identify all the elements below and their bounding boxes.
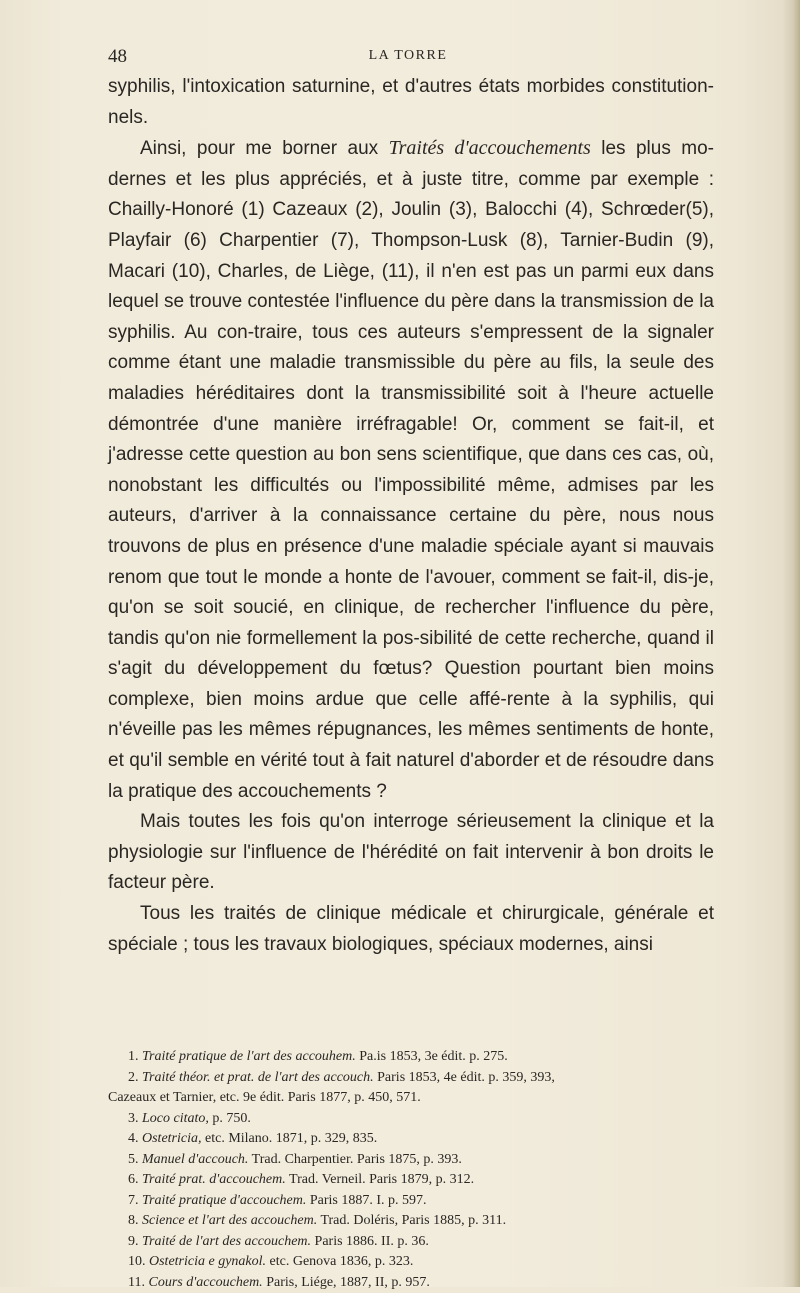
footnote-8 xyxy=(108,1211,714,1232)
footnotes xyxy=(108,1047,714,1293)
footnote-title: Traité théor. et prat. de l'art des accouch. xyxy=(142,1070,374,1085)
footnote-title: Manuel d'accouch. xyxy=(142,1152,248,1167)
footnote-number: 11. xyxy=(128,1275,145,1290)
paragraph-1: syphilis, l'intoxication saturnine, et d'autres états morbides constitution-nels. xyxy=(108,72,714,133)
footnote-10 xyxy=(108,1252,714,1273)
footnote-number: 8. xyxy=(128,1213,139,1228)
footnote-details: Paris 1887. I. p. 597. xyxy=(306,1193,426,1208)
footnote-7 xyxy=(108,1191,714,1212)
footnote-title: Ostetricia e gynakol. xyxy=(149,1254,266,1269)
footnote-details: Paris 1886. II. p. 36. xyxy=(311,1234,429,1249)
footnote-number: 1. xyxy=(128,1049,139,1064)
paragraph-2-italic-title: Traités d'accouchements xyxy=(389,137,591,159)
footnote-4 xyxy=(108,1129,714,1150)
footnote-title: Cours d'accouchem. xyxy=(148,1275,262,1290)
footnote-6 xyxy=(108,1170,714,1191)
footnote-title: Traité pratique d'accouchem. xyxy=(142,1193,306,1208)
page-number: 48 xyxy=(108,46,127,68)
paragraph-2-rest: les plus mo-dernes et les plus appréciés, et à juste titre, comme par exemple : Chailly-Honoré (1) Cazeaux (2), Joulin (3), Balocchi (4), Schrœder(5), Playfair (6) Charpentier (7), Thompson-Lusk (8), Tarnier-Budin (9), Macari (10), Charles, de Liège, (11), il n'en est pas un parmi eux dans lequel se trouve contestée l'influence du père dans la transmission de la syphilis. Au con-traire, tous ces auteurs s'empressent de la signaler comme étant une maladie transmissible du père au fils, la seule des maladies héréditaires dont la transmissibilité soit à l'heure actuelle démontrée d'une manière irréfragable! Or, comment se fait-il, et j'adresse cette question au bon sens scientifique, que dans ces cas, où, nonobstant les difficultés ou l'impossibilité même, admises par les auteurs, d'arriver à la connaissance certaine du père, nous nous trouvons de plus en présence d'une maladie spéciale ayant si mauvais renom que tout le monde a honte de l'avouer, comment se fait-il, dis-je, qu'on se soit soucié, en clinique, de rechercher l'influence du père, tandis qu'on nie formellement la pos-sibilité de cette recherche, quand il s'agit du développement du fœtus? Question pourtant bien moins complexe, bien moins ardue que celle affé-rente à la syphilis, qui n'éveille pas les mêmes répugnances, les mêmes sentiments de honte, et qu'il semble en vérité tout à fait naturel d'aborder et de résoudre dans la pratique des accouchements ? xyxy=(108,138,714,801)
main-text xyxy=(108,72,714,960)
footnote-details: etc. Genova 1836, p. 323. xyxy=(266,1254,413,1269)
footnote-number: 7. xyxy=(128,1193,139,1208)
footnote-2 xyxy=(108,1068,714,1109)
footnote-number: 3. xyxy=(128,1111,139,1126)
footnote-details: Trad. Verneil. Paris 1879, p. 312. xyxy=(286,1172,474,1187)
footnote-title: Traité prat. d'accouchem. xyxy=(142,1172,286,1187)
footnote-details: p. 750. xyxy=(209,1111,251,1126)
footnote-details: Pa.is 1853, 3e édit. p. 275. xyxy=(356,1049,508,1064)
footnote-continuation: Cazeaux et Tarnier, etc. 9e édit. Paris 1877, p. 450, 571. xyxy=(108,1088,714,1109)
page-edge-shadow xyxy=(782,0,800,1287)
footnote-title: Loco citato, xyxy=(142,1111,209,1126)
footnote-title: Traité pratique de l'art des accouhem. xyxy=(142,1049,356,1064)
running-title: LA TORRE xyxy=(108,48,708,64)
footnote-title: Traité de l'art des accouchem. xyxy=(142,1234,311,1249)
paragraph-2-start: Ainsi, pour me borner aux xyxy=(140,138,389,159)
footnote-details: Trad. Doléris, Paris 1885, p. 311. xyxy=(317,1213,506,1228)
footnote-9 xyxy=(108,1232,714,1253)
footnote-11 xyxy=(108,1273,714,1293)
footnote-number: 2. xyxy=(128,1070,139,1085)
footnote-details: etc. Milano. 1871, p. 329, 835. xyxy=(202,1131,378,1146)
paragraph-3: Mais toutes les fois qu'on interroge sérieusement la clinique et la physiologie sur l'influence de l'hérédité on fait intervenir à bon droits le facteur père. xyxy=(108,807,714,899)
paragraph-4: Tous les traités de clinique médicale et chirurgicale, générale et spéciale ; tous les travaux biologiques, spéciaux modernes, ainsi xyxy=(108,899,714,960)
footnote-details: Trad. Charpentier. Paris 1875, p. 393. xyxy=(248,1152,462,1167)
footnote-number: 10. xyxy=(128,1254,146,1269)
footnote-number: 6. xyxy=(128,1172,139,1187)
footnote-number: 9. xyxy=(128,1234,139,1249)
footnote-number: 4. xyxy=(128,1131,139,1146)
footnote-3 xyxy=(108,1109,714,1130)
footnote-5 xyxy=(108,1150,714,1171)
paragraph-2 xyxy=(108,133,714,807)
footnote-details: Paris 1853, 4e édit. p. 359, 393, xyxy=(374,1070,555,1085)
footnote-details: Paris, Liége, 1887, II, p. 957. xyxy=(263,1275,430,1290)
footnote-number: 5. xyxy=(128,1152,139,1167)
footnote-title: Science et l'art des accouchem. xyxy=(142,1213,317,1228)
footnote-title: Ostetricia, xyxy=(142,1131,202,1146)
footnote-1 xyxy=(108,1047,714,1068)
